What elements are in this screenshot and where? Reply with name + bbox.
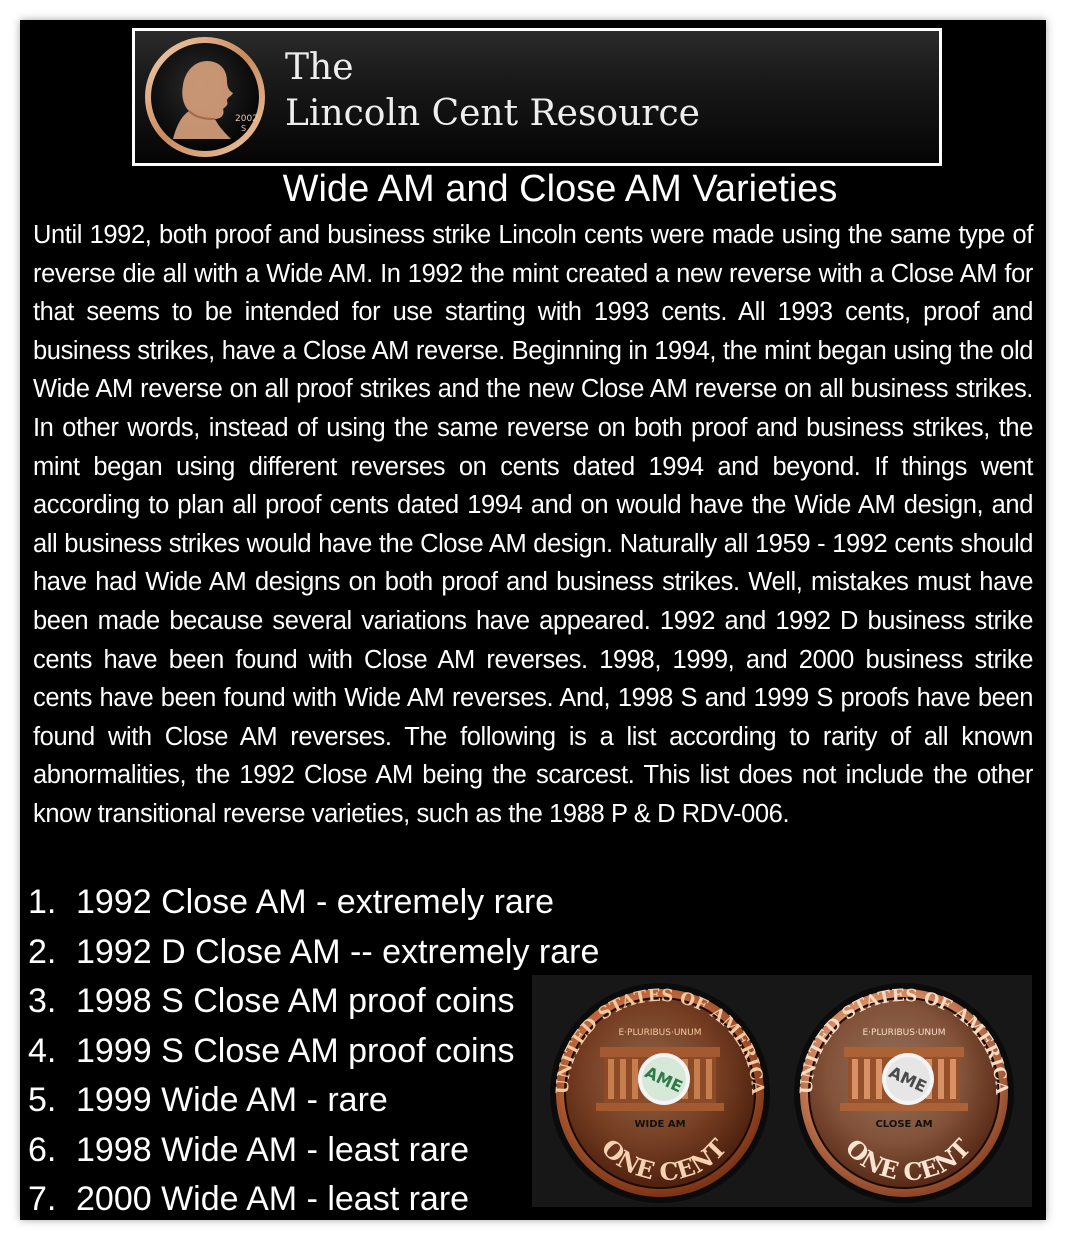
page-heading: Wide AM and Close AM Varieties: [282, 168, 838, 210]
coin-variety-label: WIDE AM: [634, 1119, 686, 1130]
list-number: 1.: [28, 883, 57, 921]
list-item: [28, 1175, 599, 1220]
list-text: 1992 Close AM - extremely rare: [76, 883, 555, 921]
list-item: [28, 1027, 599, 1077]
list-number: 7.: [28, 1180, 57, 1218]
list-item: [28, 878, 599, 928]
coin-variety-label: CLOSE AM: [875, 1119, 933, 1130]
list-number: 4.: [28, 1031, 57, 1070]
list-number: 6.: [28, 1130, 57, 1169]
list-text: 2000 Wide AM - least rare: [76, 1180, 470, 1218]
list-number: 5.: [28, 1081, 57, 1119]
rarity-list: [28, 878, 599, 1220]
list-text: 1992 D Close AM -- extremely rare: [76, 932, 600, 971]
coin-date: 2002: [235, 114, 258, 124]
wide-am-coin: [550, 983, 770, 1203]
site-title-line2: Lincoln Cent Resource: [285, 93, 700, 134]
list-text: 1998 S Close AM proof coins: [76, 982, 515, 1020]
site-banner[interactable]: [132, 28, 942, 166]
list-item: [28, 1076, 599, 1126]
coin-top-legend: UNITED STATES OF AMERICA: [552, 985, 768, 1095]
list-text: 1999 S Close AM proof coins: [76, 1031, 515, 1070]
coin-denomination: ONE CENT: [839, 1132, 977, 1187]
list-number: 2.: [28, 932, 57, 971]
coins-comparison-photo: [532, 975, 1032, 1207]
lincoln-cent-logo: [143, 35, 267, 159]
list-item: [28, 1126, 599, 1176]
site-title-line1: The: [285, 47, 354, 88]
page-frame: [20, 20, 1046, 1220]
coin-motto: E·PLURIBUS·UNUM: [618, 1028, 702, 1038]
coin-motto: E·PLURIBUS·UNUM: [862, 1028, 946, 1038]
coin-inset-text: AME: [641, 1062, 686, 1097]
coin-top-legend: UNITED STATES OF AMERICA: [796, 985, 1012, 1095]
article-paragraph: Until 1992, both proof and business strike Lincoln cents were made using the same type of reverse die all with a Wide AM. In 1992 the mint created a new reverse with a Close AM for that seems to be intended for use starting with 1993 cents. All 1993 cents, proof and business strikes, have a Close AM reverse. Beginning in 1994, the mint began using the old Wide AM reverse on all proof strikes and the new Close AM reverse on all business strikes. In other words, instead of using the same reverse on both proof and business strikes, the mint began using different reverses on cents dated 1994 and beyond. If things went according to plan all proof cents dated 1994 and on would have the Wide AM design, and all business strikes would have the Close AM design. Naturally all 1959 - 1992 cents should have had Wide AM designs on both proof and business strikes. Well, mistakes must have been made because several variations have appeared. 1992 and 1992 D business strike cents have been found with Close AM reverses. 1998, 1999, and 2000 business strike cents have been found with Wide AM reverses. And, 1998 S and 1999 S proofs have been found with Close AM reverses. The following is a list according to rarity of all known abnormalities, the 1992 Close AM being the scarcest. This list does not include the other know transitional reverse varieties, such as the 1988 P & D RDV-006.: [33, 221, 1033, 828]
coin-denomination: ONE CENT: [595, 1132, 733, 1187]
list-number: 3.: [28, 982, 57, 1020]
coin-mint-mark: S: [241, 124, 247, 133]
list-text: 1998 Wide AM - least rare: [76, 1130, 470, 1169]
coin-inset-text: AME: [885, 1062, 930, 1097]
list-item: [28, 928, 599, 978]
list-text: 1999 Wide AM - rare: [76, 1081, 388, 1119]
close-am-coin: [794, 983, 1014, 1203]
list-item: [28, 977, 599, 1027]
